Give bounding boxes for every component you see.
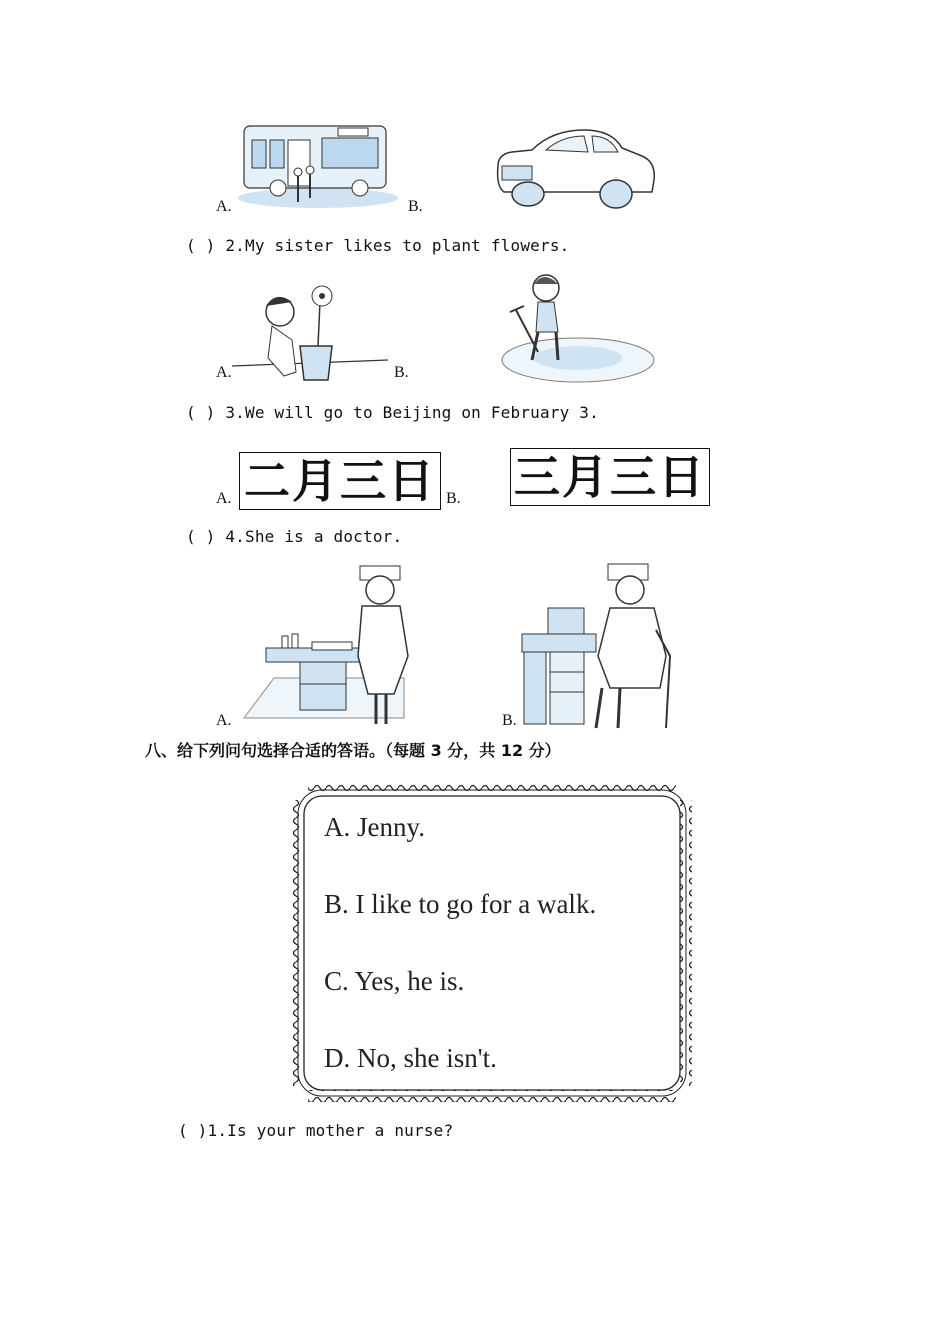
date-box-b: 三月三日 [510, 448, 710, 506]
car-picture [492, 126, 660, 212]
q2-option-a: A. [216, 364, 232, 381]
bus-picture [238, 120, 398, 210]
doctor-picture [520, 560, 670, 732]
nurse-picture [244, 560, 410, 728]
question-3: ( ) 3.We will go to Beijing on February 3. [186, 403, 599, 422]
section-8-title: 八、给下列问句选择合适的答语。（每题 3 分，共 12 分） [145, 741, 561, 760]
q4-option-b: B. [502, 712, 517, 729]
choice-d: D. No, she isn't. [324, 1043, 497, 1073]
q3-option-b: B. [446, 490, 461, 507]
date-box-a: 二月三日 [239, 452, 441, 510]
question-2: ( ) 2.My sister likes to plant flowers. [186, 236, 570, 255]
choice-b: B. I like to go for a walk. [324, 889, 597, 919]
q1-option-a: A. [216, 198, 232, 215]
boy-digging-picture [498, 270, 658, 386]
section-8-question-1: ( )1.Is your mother a nurse? [178, 1121, 454, 1140]
girl-planting-picture [232, 280, 392, 386]
choice-a: A. Jenny. [324, 812, 425, 842]
question-4: ( ) 4.She is a doctor. [186, 527, 403, 546]
q4-option-a: A. [216, 712, 232, 729]
q3-option-a: A. [216, 490, 232, 507]
q1-option-b: B. [408, 198, 423, 215]
choice-c: C. Yes, he is. [324, 966, 465, 996]
q2-option-b: B. [394, 364, 409, 381]
